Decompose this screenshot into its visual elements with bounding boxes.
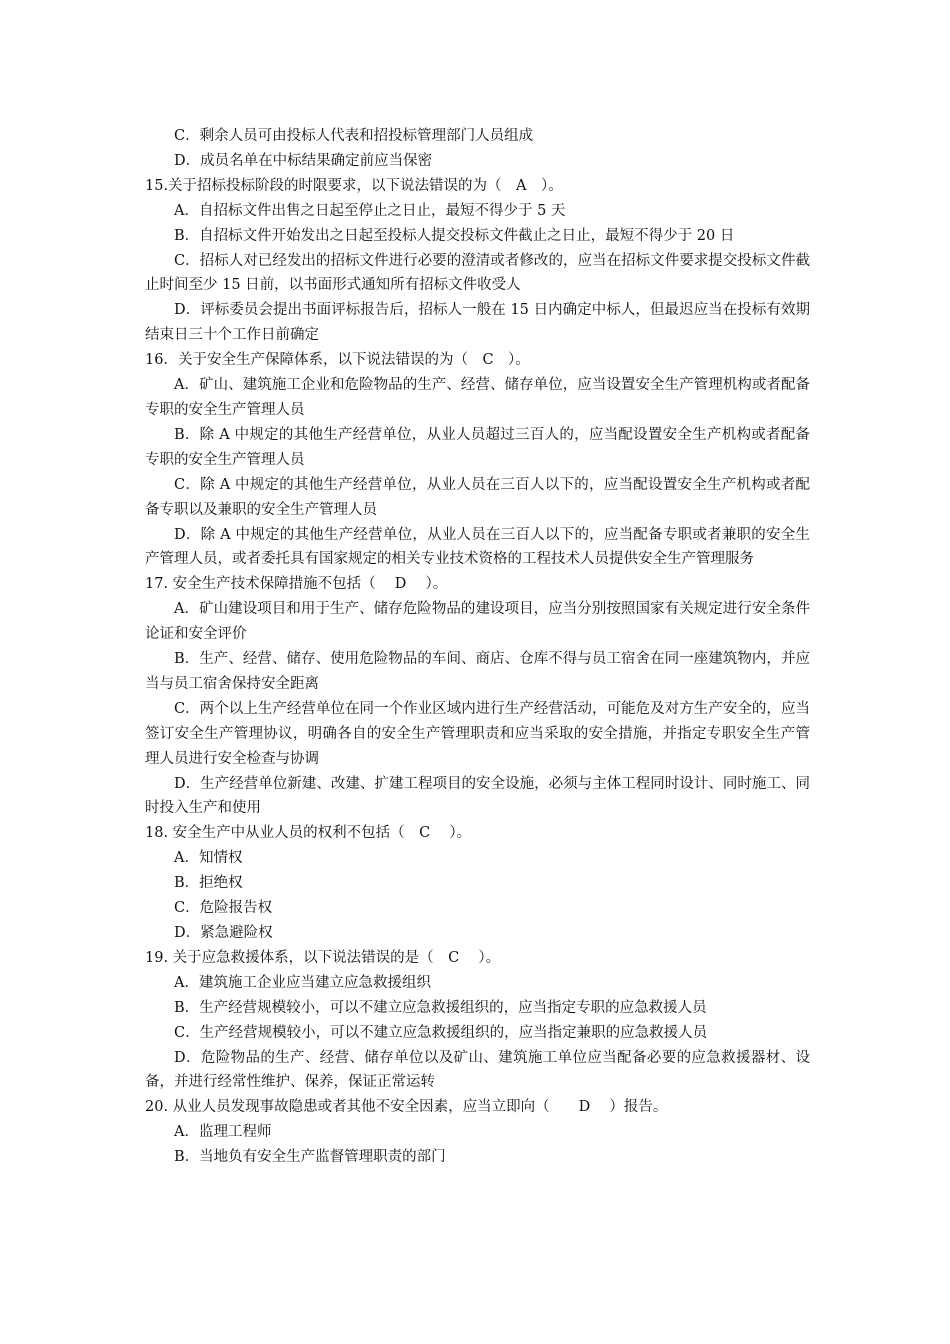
question-line: 19. 关于应急救援体系，以下说法错误的是（ C ）。 — [145, 949, 501, 966]
document-body — [145, 124, 810, 1170]
question-line: 16．关于安全生产保障体系，以下说法错误的为（ C ）。 — [145, 352, 530, 369]
option-line: A．自招标文件出售之日起至停止之日止，最短不得少于 5 天 — [174, 202, 566, 219]
option-line: A．知情权 — [174, 850, 243, 867]
option-line: D．成员名单在中标结果确定前应当保密 — [174, 152, 433, 169]
question-line: 18. 安全生产中从业人员的权利不包括（ C ）。 — [145, 825, 472, 842]
option-line: D．生产经营单位新建、改建、扩建工程项目的安全设施，必须与主体工程同时设计、同时施工、同时投入生产和使用 — [145, 775, 810, 817]
option-line: A．监理工程师 — [174, 1124, 272, 1141]
option-line: C．招标人对已经发出的招标文件进行必要的澄清或者修改的，应当在招标文件要求提交投标文件截止时间至少 15 日前，以书面形式通知所有招标文件收受人 — [145, 252, 810, 294]
option-line: B．拒绝权 — [174, 875, 243, 892]
option-line: D．危险物品的生产、经营、储存单位以及矿山、建筑施工单位应当配备必要的应急救援器材、设备，并进行经常性维护、保养，保证正常运转 — [145, 1049, 810, 1091]
option-line: B．除 A 中规定的其他生产经营单位，从业人员超过三百人的，应当配设置安全生产机构或者配备专职的安全生产管理人员 — [145, 426, 810, 468]
option-line: D．除 A 中规定的其他生产经营单位，从业人员在三百人以下的，应当配备专职或者兼职的安全生产管理人员，或者委托具有国家规定的相关专业技术资格的工程技术人员提供安全生产管理服务 — [145, 526, 810, 568]
option-line: C．剩余人员可由投标人代表和招投标管理部门人员组成 — [174, 128, 534, 144]
option-line: C．危险报告权 — [174, 900, 273, 917]
option-line: D．评标委员会提出书面评标报告后，招标人一般在 15 日内确定中标人，但最迟应当在投标有效期结束日三十个工作日前确定 — [145, 302, 810, 344]
option-line: C．生产经营规模较小，可以不建立应急救援组织的，应当指定兼职的应急救援人员 — [174, 1024, 708, 1041]
option-line: C．除 A 中规定的其他生产经营单位，从业人员在三百人以下的，应当配设置安全生产机构或者配备专职以及兼职的安全生产管理人员 — [145, 476, 810, 518]
option-line: A．矿山、建筑施工企业和危险物品的生产、经营、储存单位，应当设置安全生产管理机构或者配备专职的安全生产管理人员 — [145, 377, 810, 418]
question-line: 15.关于招标投标阶段的时限要求，以下说法错误的为（ A ）。 — [145, 177, 563, 194]
option-line: A．建筑施工企业应当建立应急救援组织 — [174, 974, 431, 991]
option-line: B．生产经营规模较小，可以不建立应急救援组织的，应当指定专职的应急救援人员 — [174, 999, 707, 1016]
question-line: 20. 从业人员发现事故隐患或者其他不安全因素，应当立即向（ D ）报告。 — [145, 1099, 668, 1116]
option-line: D．紧急避险权 — [174, 925, 273, 941]
question-line: 17. 安全生产技术保障措施不包括（ D ）。 — [145, 576, 448, 593]
option-line: B．当地负有安全生产监督管理职责的部门 — [174, 1149, 446, 1166]
option-line: B．自招标文件开始发出之日起至投标人提交投标文件截止之日止，最短不得少于 20 日 — [174, 227, 735, 244]
option-line: A．矿山建设项目和用于生产、储存危险物品的建设项目，应当分别按照国家有关规定进行安全条件论证和安全评价 — [145, 601, 810, 643]
option-line: B．生产、经营、储存、使用危险物品的车间、商店、仓库不得与员工宿舍在同一座建筑物内，并应当与员工宿舍保持安全距离 — [145, 651, 810, 692]
option-line: C．两个以上生产经营单位在同一个作业区域内进行生产经营活动，可能危及对方生产安全的，应当签订安全生产管理协议，明确各自的安全生产管理职责和应当采取的安全措施，并指定专职安全生产管理人员进行安全检查与协调 — [145, 700, 810, 767]
